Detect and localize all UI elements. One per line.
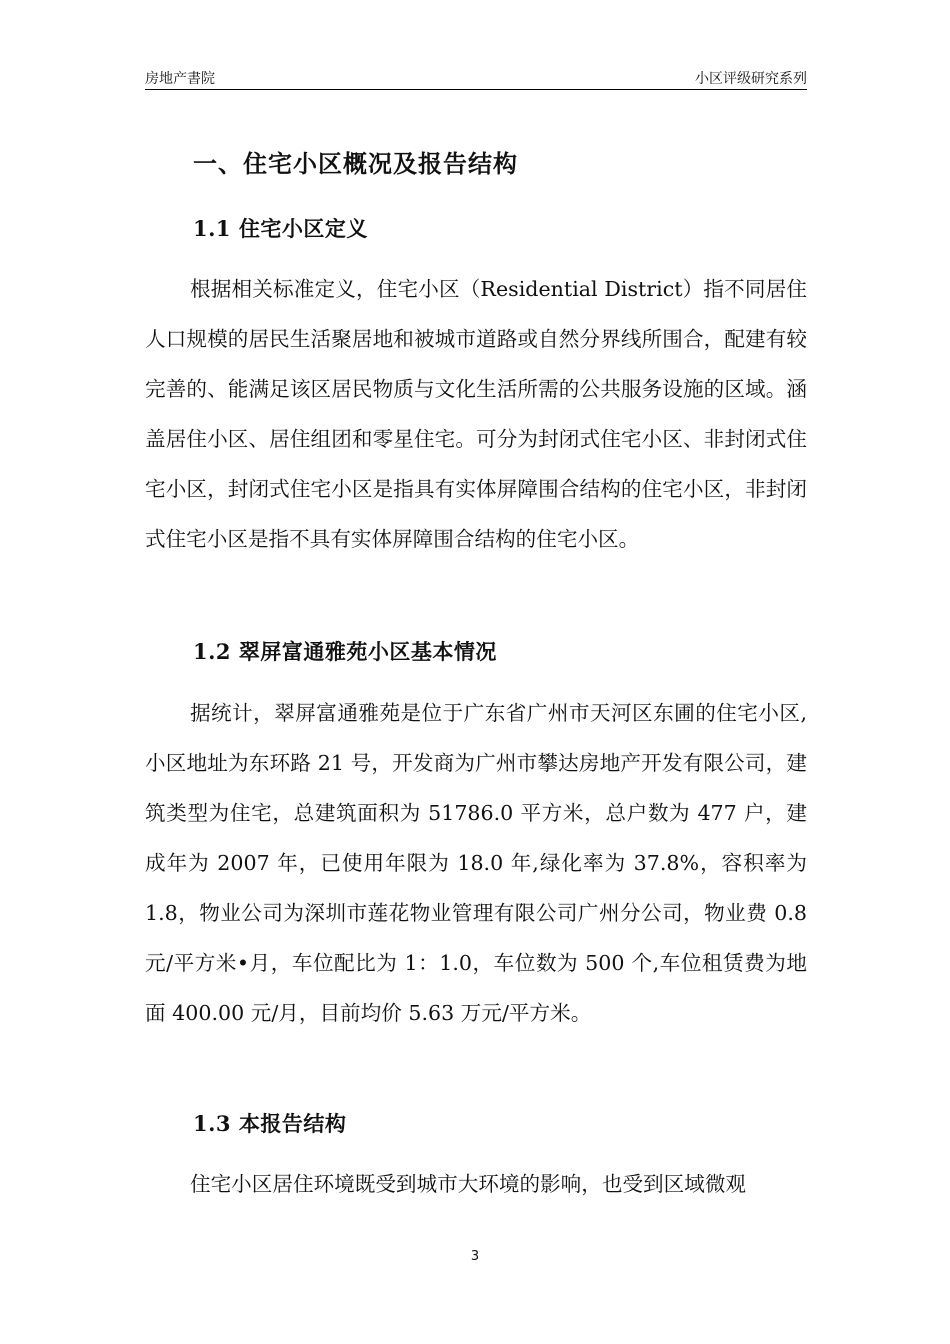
paragraph-1-3: 住宅小区居住环境既受到城市大环境的影响，也受到区域微观	[190, 1172, 747, 1196]
page-header	[145, 66, 807, 90]
header-series-title: 小区评级研究系列	[695, 71, 807, 87]
heading-1-1: 1.1 住宅小区定义	[193, 216, 368, 241]
paragraph-1-1: 根据相关标准定义，住宅小区（Residential District）指不同居住人口规模的居民生活聚居地和被城市道路或自然分界线所围合，配建有较完善的、能满足该区居民物质与文化生活所需的公共服务设施的区域。涵盖居住小区、居住组团和零星住宅。可分为封闭式住宅小区、非封闭式住宅小区，封闭式住宅小区是指具有实体屏障围合结构的住宅小区，非封闭式住宅小区是指不具有实体屏障围合结构的住宅小区。	[145, 277, 807, 551]
section-title: 一、住宅小区概况及报告结构	[193, 149, 518, 178]
heading-1-3: 1.3 本报告结构	[193, 1111, 347, 1136]
paragraph-1-2: 据统计，翠屏富通雅苑是位于广东省广州市天河区东圃的住宅小区,小区地址为东环路 21 号，开发商为广州市攀达房地产开发有限公司，建筑类型为住宅，总建筑面积为 51786.0 平方米，总户数为 477 户，建成年为 2007 年，已使用年限为 18.0 年,绿化率为 37.8%，容积率为 1.8，物业公司为深圳市莲花物业管理有限公司广州分公司，物业费 0.8 元/平方米•月，车位配比为 1：1.0，车位数为 500 个,车位租赁费为地面 400.00 元/月，目前均价 5.63 万元/平方米。	[145, 701, 807, 1025]
header-publisher: 房地产書院	[145, 71, 215, 87]
header-divider	[145, 89, 807, 90]
page-number: 3	[470, 1249, 480, 1264]
heading-1-2: 1.2 翠屏富通雅苑小区基本情况	[193, 639, 497, 664]
